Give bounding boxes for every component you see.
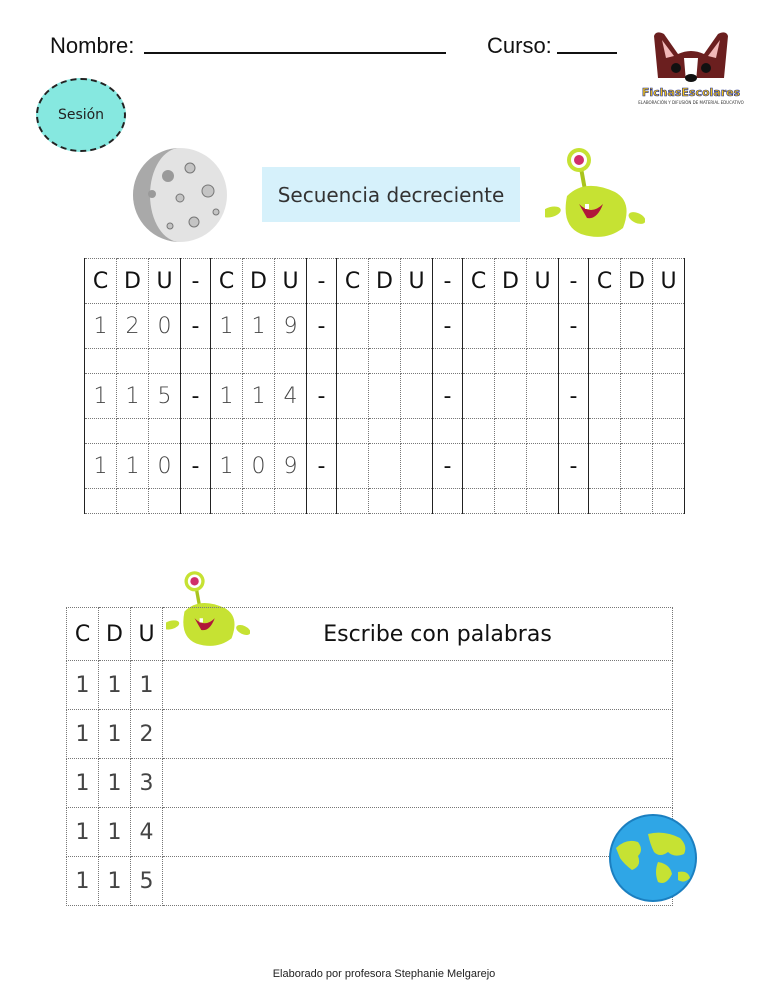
digit-cell: 1 (67, 857, 99, 906)
digit-cell[interactable] (653, 444, 685, 489)
digit-cell[interactable]: 1 (243, 304, 275, 349)
digit-cell: 1 (67, 710, 99, 759)
sequence-spacer-row (85, 349, 685, 374)
digit-cell[interactable]: 1 (211, 444, 243, 489)
answer-cell[interactable] (163, 759, 673, 808)
digit-cell[interactable] (369, 374, 401, 419)
digit-cell[interactable]: 1 (85, 374, 117, 419)
digit-cell[interactable]: 1 (85, 304, 117, 349)
digit-cell[interactable] (495, 444, 527, 489)
digit-cell[interactable]: 9 (275, 444, 307, 489)
col-header: U (131, 608, 163, 661)
col-header: C (67, 608, 99, 661)
digit-cell[interactable] (337, 304, 369, 349)
course-label: Curso: (487, 33, 552, 58)
digit-cell[interactable] (337, 374, 369, 419)
logo-tagline: ELABORACIÓN Y DIFUSIÓN DE MATERIAL EDUCATIVO (638, 100, 744, 105)
sequence-header-row (85, 259, 685, 304)
digit-cell[interactable] (621, 374, 653, 419)
digit-cell: 1 (99, 661, 131, 710)
session-label: Sesión (57, 107, 105, 123)
answer-cell[interactable] (163, 808, 673, 857)
col-header: D (117, 259, 149, 304)
digit-cell[interactable]: 5 (149, 374, 181, 419)
dash-cell: - (181, 444, 211, 489)
footer-credit: Elaborado por profesora Stephanie Melgarejo (272, 968, 496, 980)
words-header-row (67, 608, 673, 661)
digit-cell: 1 (67, 661, 99, 710)
moon-illustration (130, 146, 230, 248)
session-badge (36, 78, 126, 152)
alien-icon (545, 146, 645, 240)
dash-cell: - (559, 374, 589, 419)
digit-cell[interactable] (401, 304, 433, 349)
digit-cell[interactable]: 0 (149, 444, 181, 489)
col-header: C (463, 259, 495, 304)
digit-cell[interactable] (369, 444, 401, 489)
digit-cell[interactable]: 1 (211, 304, 243, 349)
dash-cell: - (307, 444, 337, 489)
answer-cell[interactable] (163, 710, 673, 759)
digit-cell[interactable] (495, 374, 527, 419)
words-row (67, 759, 673, 808)
digit-cell: 2 (131, 710, 163, 759)
digit-cell[interactable]: 4 (275, 374, 307, 419)
digit-cell[interactable] (401, 444, 433, 489)
words-row (67, 808, 673, 857)
digit-cell[interactable] (527, 444, 559, 489)
digit-cell[interactable] (589, 304, 621, 349)
digit-cell: 1 (67, 759, 99, 808)
digit-cell[interactable] (463, 304, 495, 349)
dash-cell: - (181, 304, 211, 349)
col-header: C (85, 259, 117, 304)
digit-cell[interactable] (589, 374, 621, 419)
digit-cell: 1 (99, 808, 131, 857)
digit-cell[interactable]: 1 (243, 374, 275, 419)
col-header: D (99, 608, 131, 661)
earth-illustration (608, 812, 698, 908)
col-header: D (495, 259, 527, 304)
moon-icon (130, 146, 230, 244)
digit-cell[interactable]: 9 (275, 304, 307, 349)
words-title: Escribe con palabras (163, 608, 673, 661)
col-header: U (149, 259, 181, 304)
digit-cell[interactable] (653, 304, 685, 349)
dash-cell: - (433, 374, 463, 419)
sequence-row (85, 444, 685, 489)
col-header: C (589, 259, 621, 304)
digit-cell[interactable] (653, 374, 685, 419)
answer-cell[interactable] (163, 661, 673, 710)
col-header: D (369, 259, 401, 304)
digit-cell: 3 (131, 759, 163, 808)
digit-cell[interactable] (527, 304, 559, 349)
col-header: U (401, 259, 433, 304)
col-header: C (337, 259, 369, 304)
col-header: D (621, 259, 653, 304)
words-table (66, 607, 673, 906)
title-text: Secuencia decreciente (277, 182, 505, 207)
col-separator: - (181, 259, 211, 304)
digit-cell[interactable] (337, 444, 369, 489)
alien-illustration-top (545, 146, 645, 244)
col-separator: - (433, 259, 463, 304)
digit-cell: 1 (131, 661, 163, 710)
digit-cell[interactable] (621, 444, 653, 489)
digit-cell[interactable]: 1 (117, 444, 149, 489)
col-header: U (653, 259, 685, 304)
digit-cell: 1 (99, 857, 131, 906)
sequence-row (85, 374, 685, 419)
sequence-spacer-row (85, 419, 685, 444)
digit-cell[interactable] (463, 374, 495, 419)
digit-cell[interactable] (589, 444, 621, 489)
words-row (67, 857, 673, 906)
answer-cell[interactable] (163, 857, 673, 906)
col-header: D (243, 259, 275, 304)
digit-cell: 1 (67, 808, 99, 857)
digit-cell: 1 (99, 710, 131, 759)
sequence-row (85, 304, 685, 349)
digit-cell[interactable]: 1 (117, 374, 149, 419)
dash-cell: - (559, 444, 589, 489)
digit-cell[interactable] (463, 444, 495, 489)
dash-cell: - (433, 444, 463, 489)
dash-cell: - (307, 304, 337, 349)
worksheet-title (262, 167, 520, 222)
dash-cell: - (433, 304, 463, 349)
dash-cell: - (307, 374, 337, 419)
col-separator: - (559, 259, 589, 304)
digit-cell[interactable]: 0 (243, 444, 275, 489)
col-header: C (211, 259, 243, 304)
digit-cell[interactable] (401, 374, 433, 419)
digit-cell[interactable]: 1 (211, 374, 243, 419)
digit-cell[interactable]: 2 (117, 304, 149, 349)
name-label: Nombre: (50, 33, 135, 58)
col-header: U (275, 259, 307, 304)
course-input-line[interactable] (557, 52, 617, 54)
digit-cell: 5 (131, 857, 163, 906)
dash-cell: - (181, 374, 211, 419)
logo-text: FichasEscolares (641, 86, 741, 99)
sequence-table (84, 258, 685, 514)
words-row (67, 710, 673, 759)
digit-cell[interactable] (495, 304, 527, 349)
sequence-spacer-row (85, 489, 685, 514)
col-header: U (527, 259, 559, 304)
digit-cell[interactable] (527, 374, 559, 419)
col-separator: - (307, 259, 337, 304)
digit-cell[interactable]: 1 (85, 444, 117, 489)
words-row (67, 661, 673, 710)
dash-cell: - (559, 304, 589, 349)
digit-cell[interactable] (369, 304, 401, 349)
logo (636, 28, 746, 112)
dog-logo-icon (636, 28, 746, 88)
digit-cell[interactable] (621, 304, 653, 349)
digit-cell[interactable]: 0 (149, 304, 181, 349)
digit-cell: 1 (99, 759, 131, 808)
digit-cell: 4 (131, 808, 163, 857)
earth-icon (608, 812, 698, 904)
name-input-line[interactable] (144, 52, 446, 54)
